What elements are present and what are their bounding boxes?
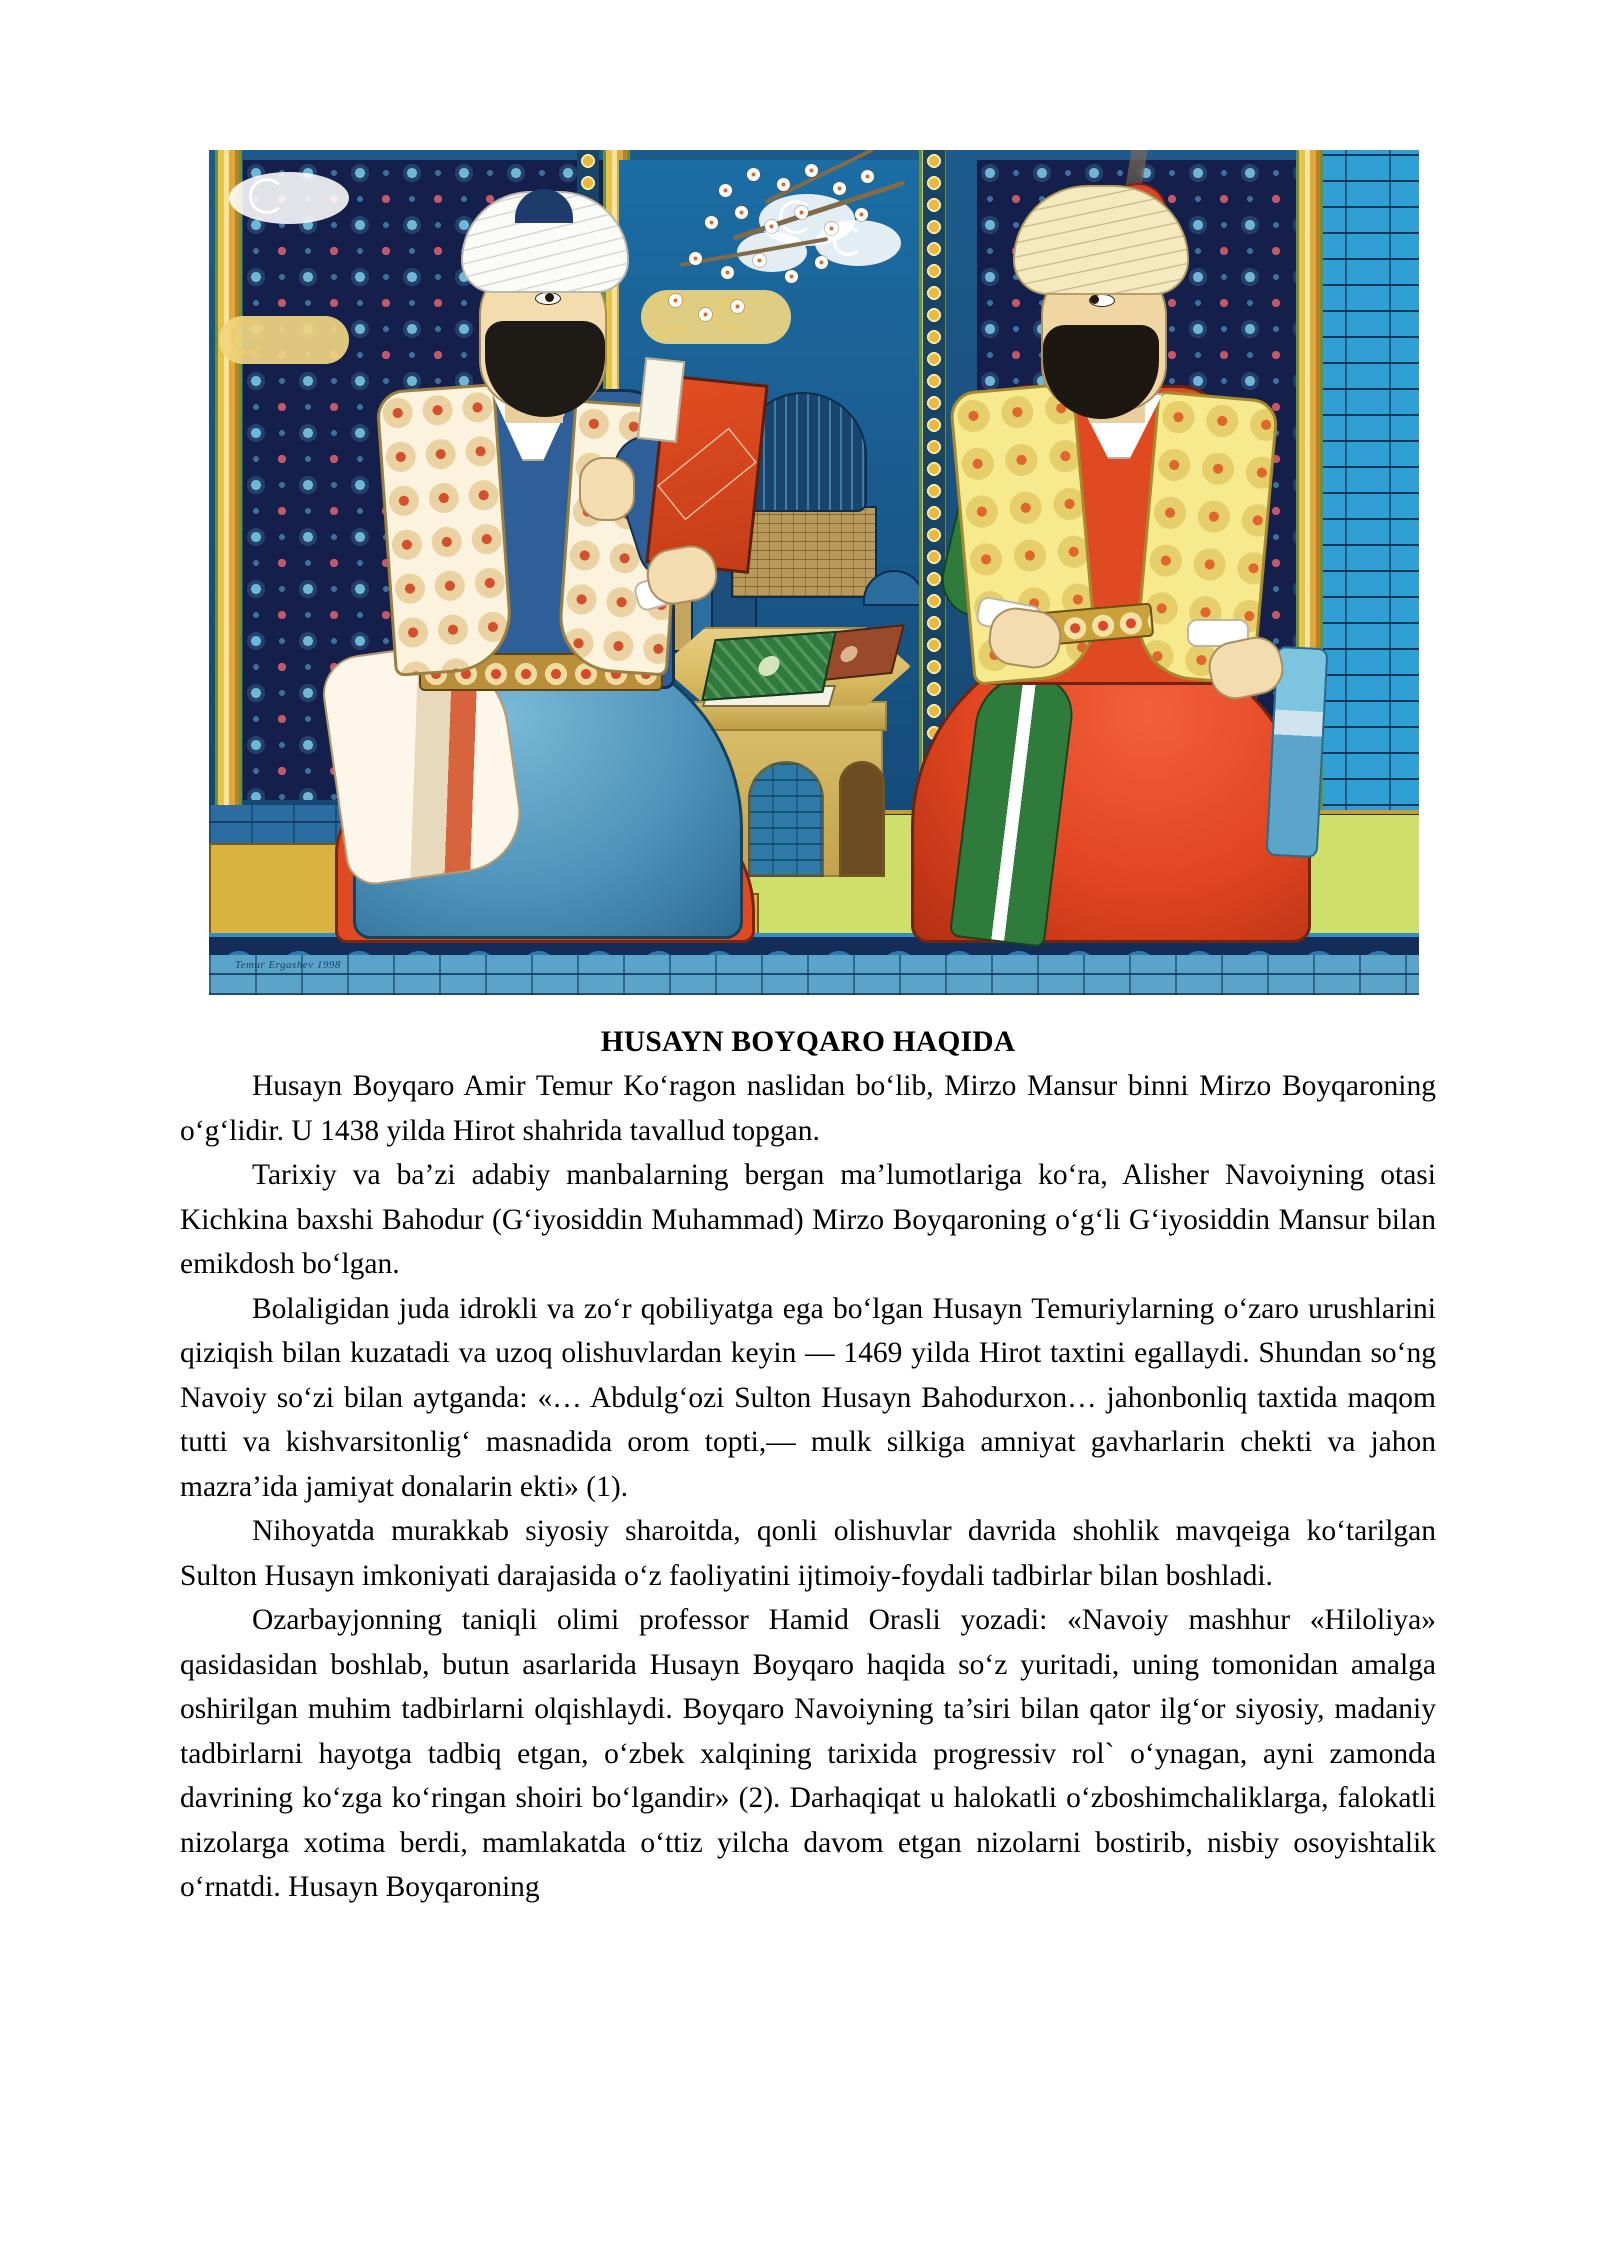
illustration-figure: [209, 150, 1419, 995]
pupil: [1090, 295, 1099, 304]
cloud-swirl: [249, 178, 285, 214]
paragraph-1: Husayn Boyqaro Amir Temur Ko‘ragon naslidan bo‘lib, Mirzo Mansur binni Mirzo Boyqaroning o‘g‘lidir. U 1438 yilda Hirot shahrida tavallud topgan.: [180, 1070, 1436, 1147]
article-text-block: [180, 1022, 1436, 1910]
cloud-swirl: [231, 320, 265, 354]
page-title: HUSAYN BOYQARO HAQIDA: [600, 1026, 1016, 1058]
floral-vest-left: [375, 383, 515, 677]
floor-brick-band: [209, 955, 1419, 995]
paragraph-5: Ozarbayjonning taniqli olimi professor Hamid Orasli yozadi: «Navoiy mashhur «Hiloliya» qasidasidan boshlab, butun asarlarida Husayn Boyqaro haqida so‘z yuritadi, uning tomonidan amalga oshirilgan muhim tadbirlarni olqishlaydi. Boyqaro Navoiyning ta’siri bilan qator ilg‘or siyosiy, madaniy tadbirlarni hayotga tadbiq etgan, o‘zbek xalqining tarixida progressiv rol` o‘ynagan, ayni zamonda davrining ko‘zga ko‘ringan shoiri bo‘lgandir» (2). Darhaqiqat u halokatli o‘zboshimchaliklarga, falokatli nizolarga xotima berdi, mamlakatda o‘ttiz yilcha davom etgan nizolarni bostirib, nisbiy osoyishtalik o‘rnatdi. Husayn Boyqaroning: [180, 1604, 1436, 1903]
paragraph-3: Bolaligidan juda idrokli va zo‘r qobiliyatga ega bo‘lgan Husayn Temuriylarning o‘zaro urushlarini qiziqish bilan kuzatadi va uzoq olishuvlardan keyin — 1469 yilda Hirot taxtini egallaydi. Shundan so‘ng Navoiy so‘zi bilan aytganda: «… Abdulg‘ozi Sulton Husayn Bahodurxon… jahonbonliq taxtida maqom tutti va kishvarsitonlig‘ masnadida orom topti,— mulk silkiga amniyat gavharlarin chekti va jahon mazra’ida jamiyat donalarin ekti» (1).: [180, 1292, 1436, 1503]
figure-sultan-right: [853, 183, 1323, 943]
figure-scholar-left: [329, 199, 799, 939]
hand-upper: [579, 457, 635, 521]
gold-band: [215, 150, 242, 810]
book-page: [637, 357, 685, 443]
paragraph-4: Nihoyatda murakkab siyosiy sharoitda, qonli olishuvlar davrida shohlik mavqeiga ko‘tarilgan Sulton Husayn imkoniyati darajasida o‘z faoliyatini ijtimoiy-foydali tadbirlar bilan boshladi.: [180, 1515, 1436, 1592]
paragraph-2: Tarixiy va ba’zi adabiy manbalarning bergan ma’lumotlariga ko‘ra, Alisher Navoiyning otasi Kichkina baxshi Bahodur (G‘iyosiddin Muhammad) Mirzo Boyqaroning o‘g‘li G‘iyosiddin Mansur bilan emikdosh bo‘lgan.: [180, 1159, 1436, 1280]
miniature-painting: [209, 150, 1419, 995]
pupil: [545, 293, 554, 302]
artist-signature: Temur Ergashev 1998: [235, 959, 341, 971]
